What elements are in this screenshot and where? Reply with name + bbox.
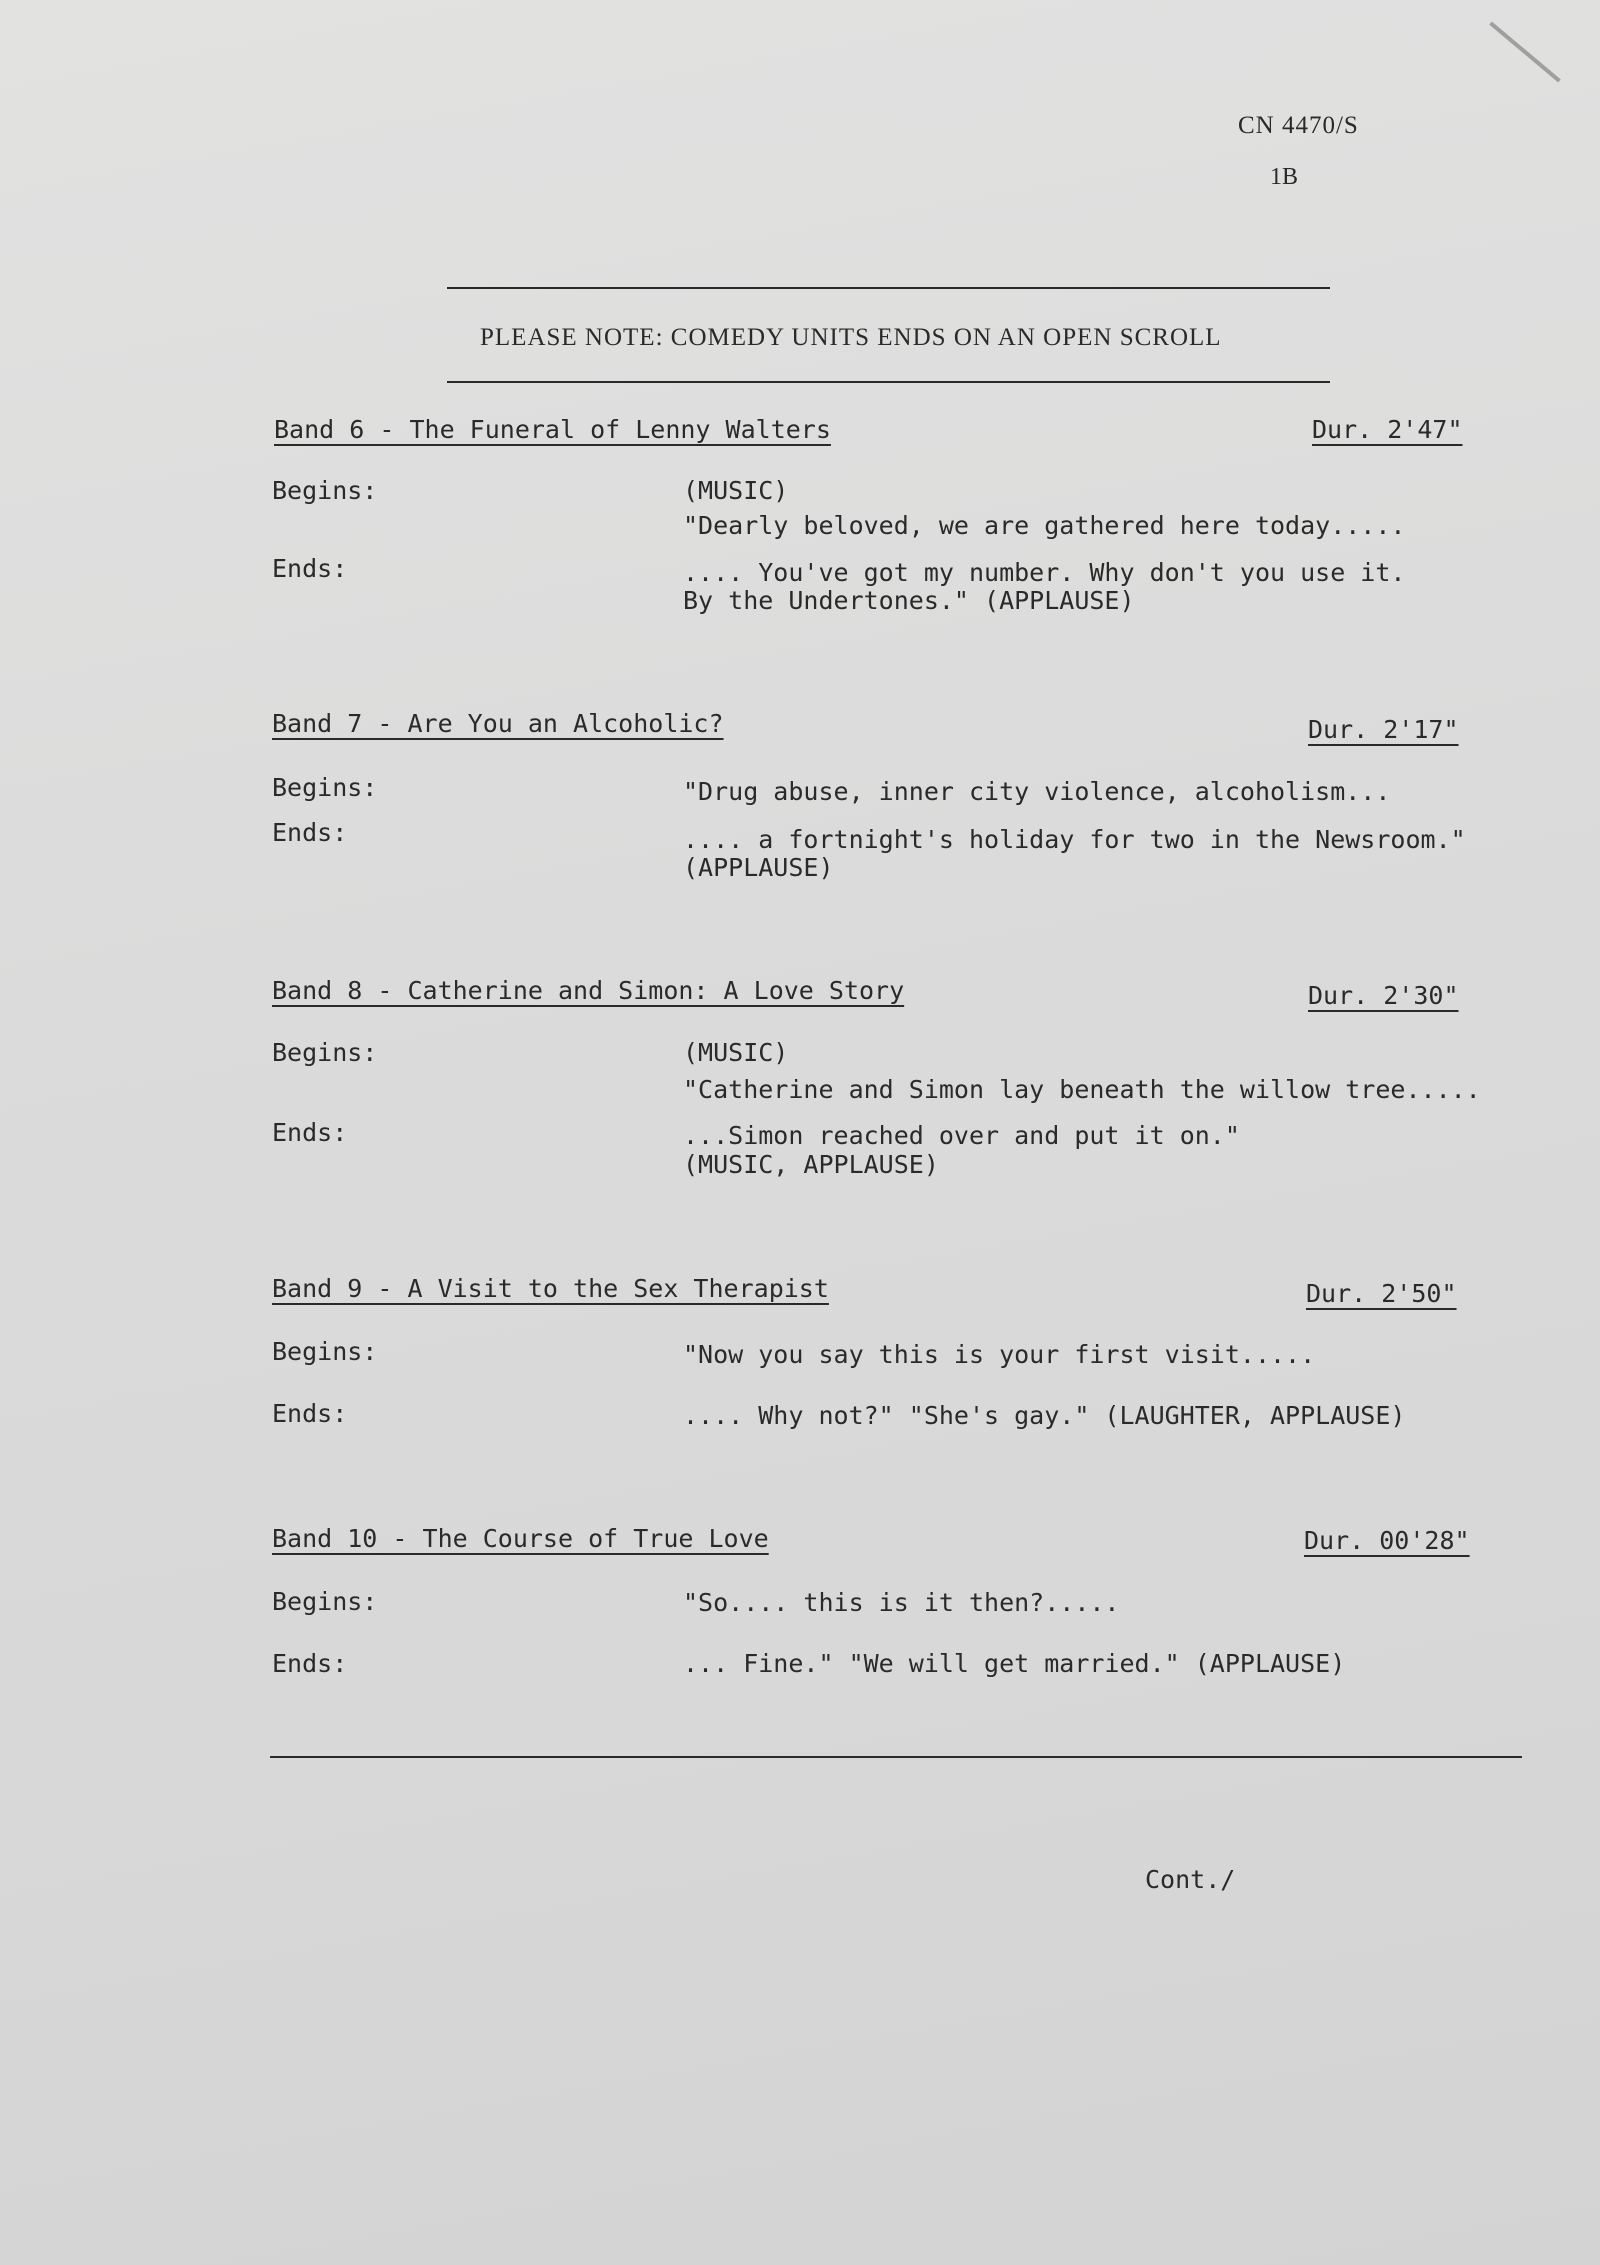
- ends-text: ... Fine." "We will get married." (APPLAUSE): [683, 1649, 1346, 1678]
- band-duration: Dur. 2'47": [1312, 415, 1463, 444]
- ends-text: (MUSIC, APPLAUSE): [683, 1150, 939, 1179]
- begins-label: Begins:: [272, 1587, 378, 1616]
- reference-number: CN 4470/S: [1238, 112, 1359, 139]
- band-title: Band 7 - Are You an Alcoholic?: [272, 709, 724, 738]
- begins-text: (MUSIC): [683, 476, 789, 505]
- ends-text: By the Undertones." (APPLAUSE): [683, 586, 1135, 615]
- begins-text: (MUSIC): [683, 1038, 789, 1067]
- begins-text: "Drug abuse, inner city violence, alcoholism...: [683, 777, 1391, 806]
- begins-label: Begins:: [272, 1038, 378, 1067]
- band-duration: Dur. 2'50": [1306, 1279, 1457, 1308]
- begins-label: Begins:: [272, 1337, 378, 1366]
- ends-label: Ends:: [272, 1649, 348, 1678]
- begins-text: "So.... this is it then?.....: [683, 1588, 1120, 1617]
- band-title: Band 8 - Catherine and Simon: A Love Story: [272, 976, 905, 1005]
- ends-text: .... Why not?" "She's gay." (LAUGHTER, APPLAUSE): [683, 1401, 1406, 1430]
- band-duration: Dur. 00'28": [1304, 1526, 1470, 1555]
- note-rule: [447, 381, 1330, 383]
- ends-label: Ends:: [272, 818, 348, 847]
- ends-label: Ends:: [272, 554, 348, 583]
- ends-text: .... a fortnight's holiday for two in the Newsroom.": [683, 825, 1466, 854]
- ends-text: ...Simon reached over and put it on.": [683, 1121, 1240, 1150]
- ends-label: Ends:: [272, 1118, 348, 1147]
- please-note: PLEASE NOTE: COMEDY UNITS ENDS ON AN OPEN SCROLL: [480, 324, 1222, 351]
- page-crease: [1489, 22, 1561, 83]
- top-rule: [447, 287, 1330, 289]
- ends-text: (APPLAUSE): [683, 853, 834, 882]
- band-title: Band 9 - A Visit to the Sex Therapist: [272, 1274, 829, 1303]
- continued-marker: Cont./: [1145, 1865, 1236, 1894]
- begins-label: Begins:: [272, 773, 378, 802]
- band-duration: Dur. 2'17": [1308, 715, 1459, 744]
- bottom-rule: [270, 1756, 1522, 1758]
- begins-text: "Dearly beloved, we are gathered here today.....: [683, 511, 1406, 540]
- begins-text: "Catherine and Simon lay beneath the willow tree.....: [683, 1075, 1481, 1104]
- ends-text: .... You've got my number. Why don't you use it.: [683, 558, 1406, 587]
- band-title: Band 6 - The Funeral of Lenny Walters: [274, 415, 831, 444]
- sheet-number: 1B: [1270, 164, 1299, 190]
- band-title: Band 10 - The Course of True Love: [272, 1524, 769, 1553]
- band-duration: Dur. 2'30": [1308, 981, 1459, 1010]
- begins-text: "Now you say this is your first visit.....: [683, 1340, 1316, 1369]
- ends-label: Ends:: [272, 1399, 348, 1428]
- begins-label: Begins:: [272, 476, 378, 505]
